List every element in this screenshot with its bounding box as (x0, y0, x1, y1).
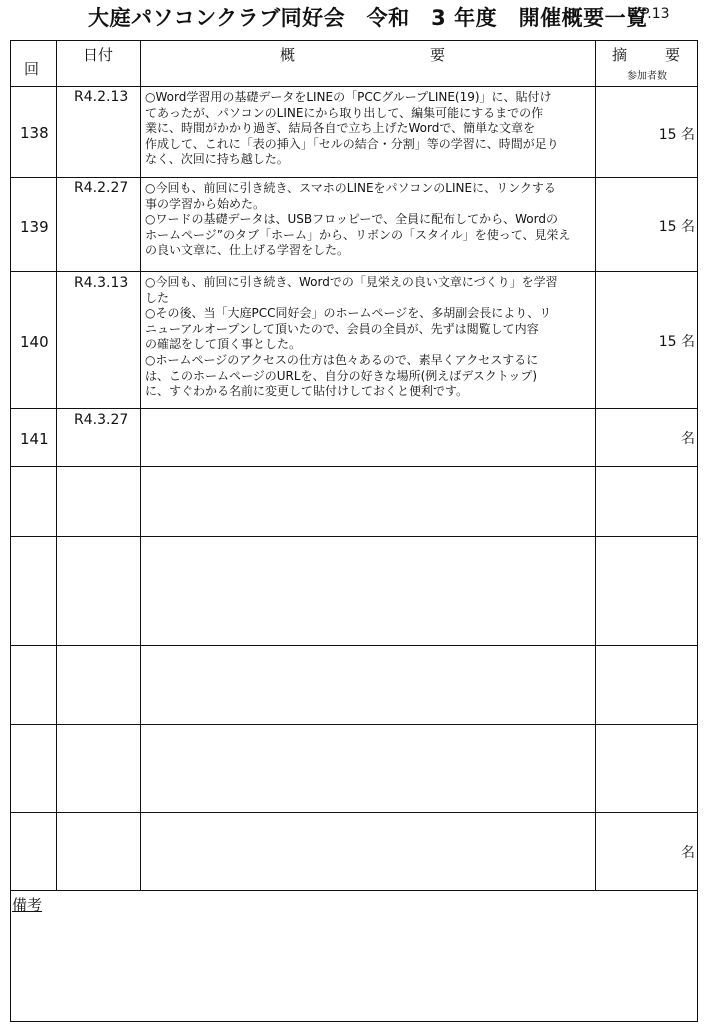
page-title: 大庭パソコンクラブ同好会 令和 3 年度 開催概要一覧 (88, 6, 648, 30)
summary-line: 業に、時間がかかり過ぎ、結局各自で立ち上げたWordで、簡単な文章を (145, 121, 536, 136)
row-divider (10, 86, 698, 87)
row-divider (10, 890, 698, 891)
row-summary (145, 90, 592, 168)
attendee-count: 名 (681, 431, 695, 447)
summary-line: ○ホームページのアクセスの仕方は色々あるので、素早くアクセスするに (145, 352, 539, 367)
remarks-label: 備考 (12, 896, 43, 914)
row-divider (10, 536, 698, 537)
summary-line: 作成して、これに「表の挿入」「セルの結合・分割」等の学習に、時間が足り (145, 136, 559, 151)
header-summary-right: 要 (430, 46, 446, 64)
row-date: R4.2.27 (74, 180, 129, 196)
summary-line: ○今回も、前回に引き続き、スマホのLINEをパソコンのLINEに、リンクする (145, 181, 556, 195)
row-divider (10, 812, 698, 813)
summary-line: ○今回も、前回に引き続き、Wordでの「見栄えの良い文章にづくり」を学習 (145, 275, 558, 289)
row-number: 139 (20, 218, 49, 236)
header-date: 日付 (83, 46, 114, 64)
row-number: 140 (20, 333, 49, 351)
row-divider (10, 177, 698, 178)
attendee-unit: 名 (681, 845, 695, 861)
summary-line: てあったが、パソコンのLINEにから取り出して、編集可能にするまでの作 (145, 105, 544, 120)
row-number: 141 (20, 430, 49, 448)
attendee-count: 15 名 (658, 219, 695, 235)
col-divider-summary (595, 40, 596, 890)
col-divider-date (140, 40, 141, 890)
row-summary (145, 181, 592, 259)
summary-line: なく、次回に持ち越した。 (145, 152, 289, 167)
header-summary-left: 概 (280, 46, 296, 64)
summary-line: ○Word学習用の基礎データをLINEの「PCCグループLINE(19)」に、貼付け (145, 90, 552, 104)
row-divider (10, 645, 698, 646)
row-date: R4.3.13 (74, 275, 129, 291)
summary-line: ○その後、当「大庭PCC同好会」のホームページを、多胡副会長により、リ (145, 306, 552, 321)
col-divider-no (56, 40, 57, 890)
row-summary (145, 275, 592, 400)
row-date: R4.3.27 (74, 412, 129, 428)
row-divider (10, 271, 698, 272)
row-date: R4.2.13 (74, 89, 129, 105)
summary-line: に、すぐわかる名前に変更して貼付けしておくと便利です。 (145, 384, 469, 399)
header-no: 回 (24, 60, 40, 78)
row-number: 138 (20, 124, 49, 142)
summary-line: した (145, 290, 170, 305)
summary-line: 事の学習から始めた。 (145, 196, 266, 211)
summary-line: の確認をして頂く事とした。 (145, 337, 302, 352)
summary-line: ニューアルオープンして頂いたので、会員の全員が、先ずは閲覧して内容 (145, 321, 539, 336)
row-divider (10, 408, 698, 409)
row-divider (10, 724, 698, 725)
attendee-count: 15 名 (658, 334, 695, 350)
header-attendees: 参加者数 (627, 71, 667, 82)
summary-line: は、このホームページのURLを、自分の好きな場所(例えばデスクトップ) (145, 368, 538, 383)
summary-line: ホームページ”のタブ「ホーム」から、リボンの「スタイル」を使って、見栄え (145, 227, 571, 242)
summary-line: ○ワードの基礎データは、USBフロッピーで、全員に配布してから、Wordの (145, 212, 558, 227)
header-note-left: 摘 (612, 46, 628, 64)
page-number: P.13 (641, 6, 670, 22)
summary-line: の良い文章に、仕上げる学習をした。 (145, 243, 350, 258)
row-divider (10, 466, 698, 467)
attendee-count: 15 名 (658, 127, 695, 143)
header-note-right: 要 (665, 46, 681, 64)
